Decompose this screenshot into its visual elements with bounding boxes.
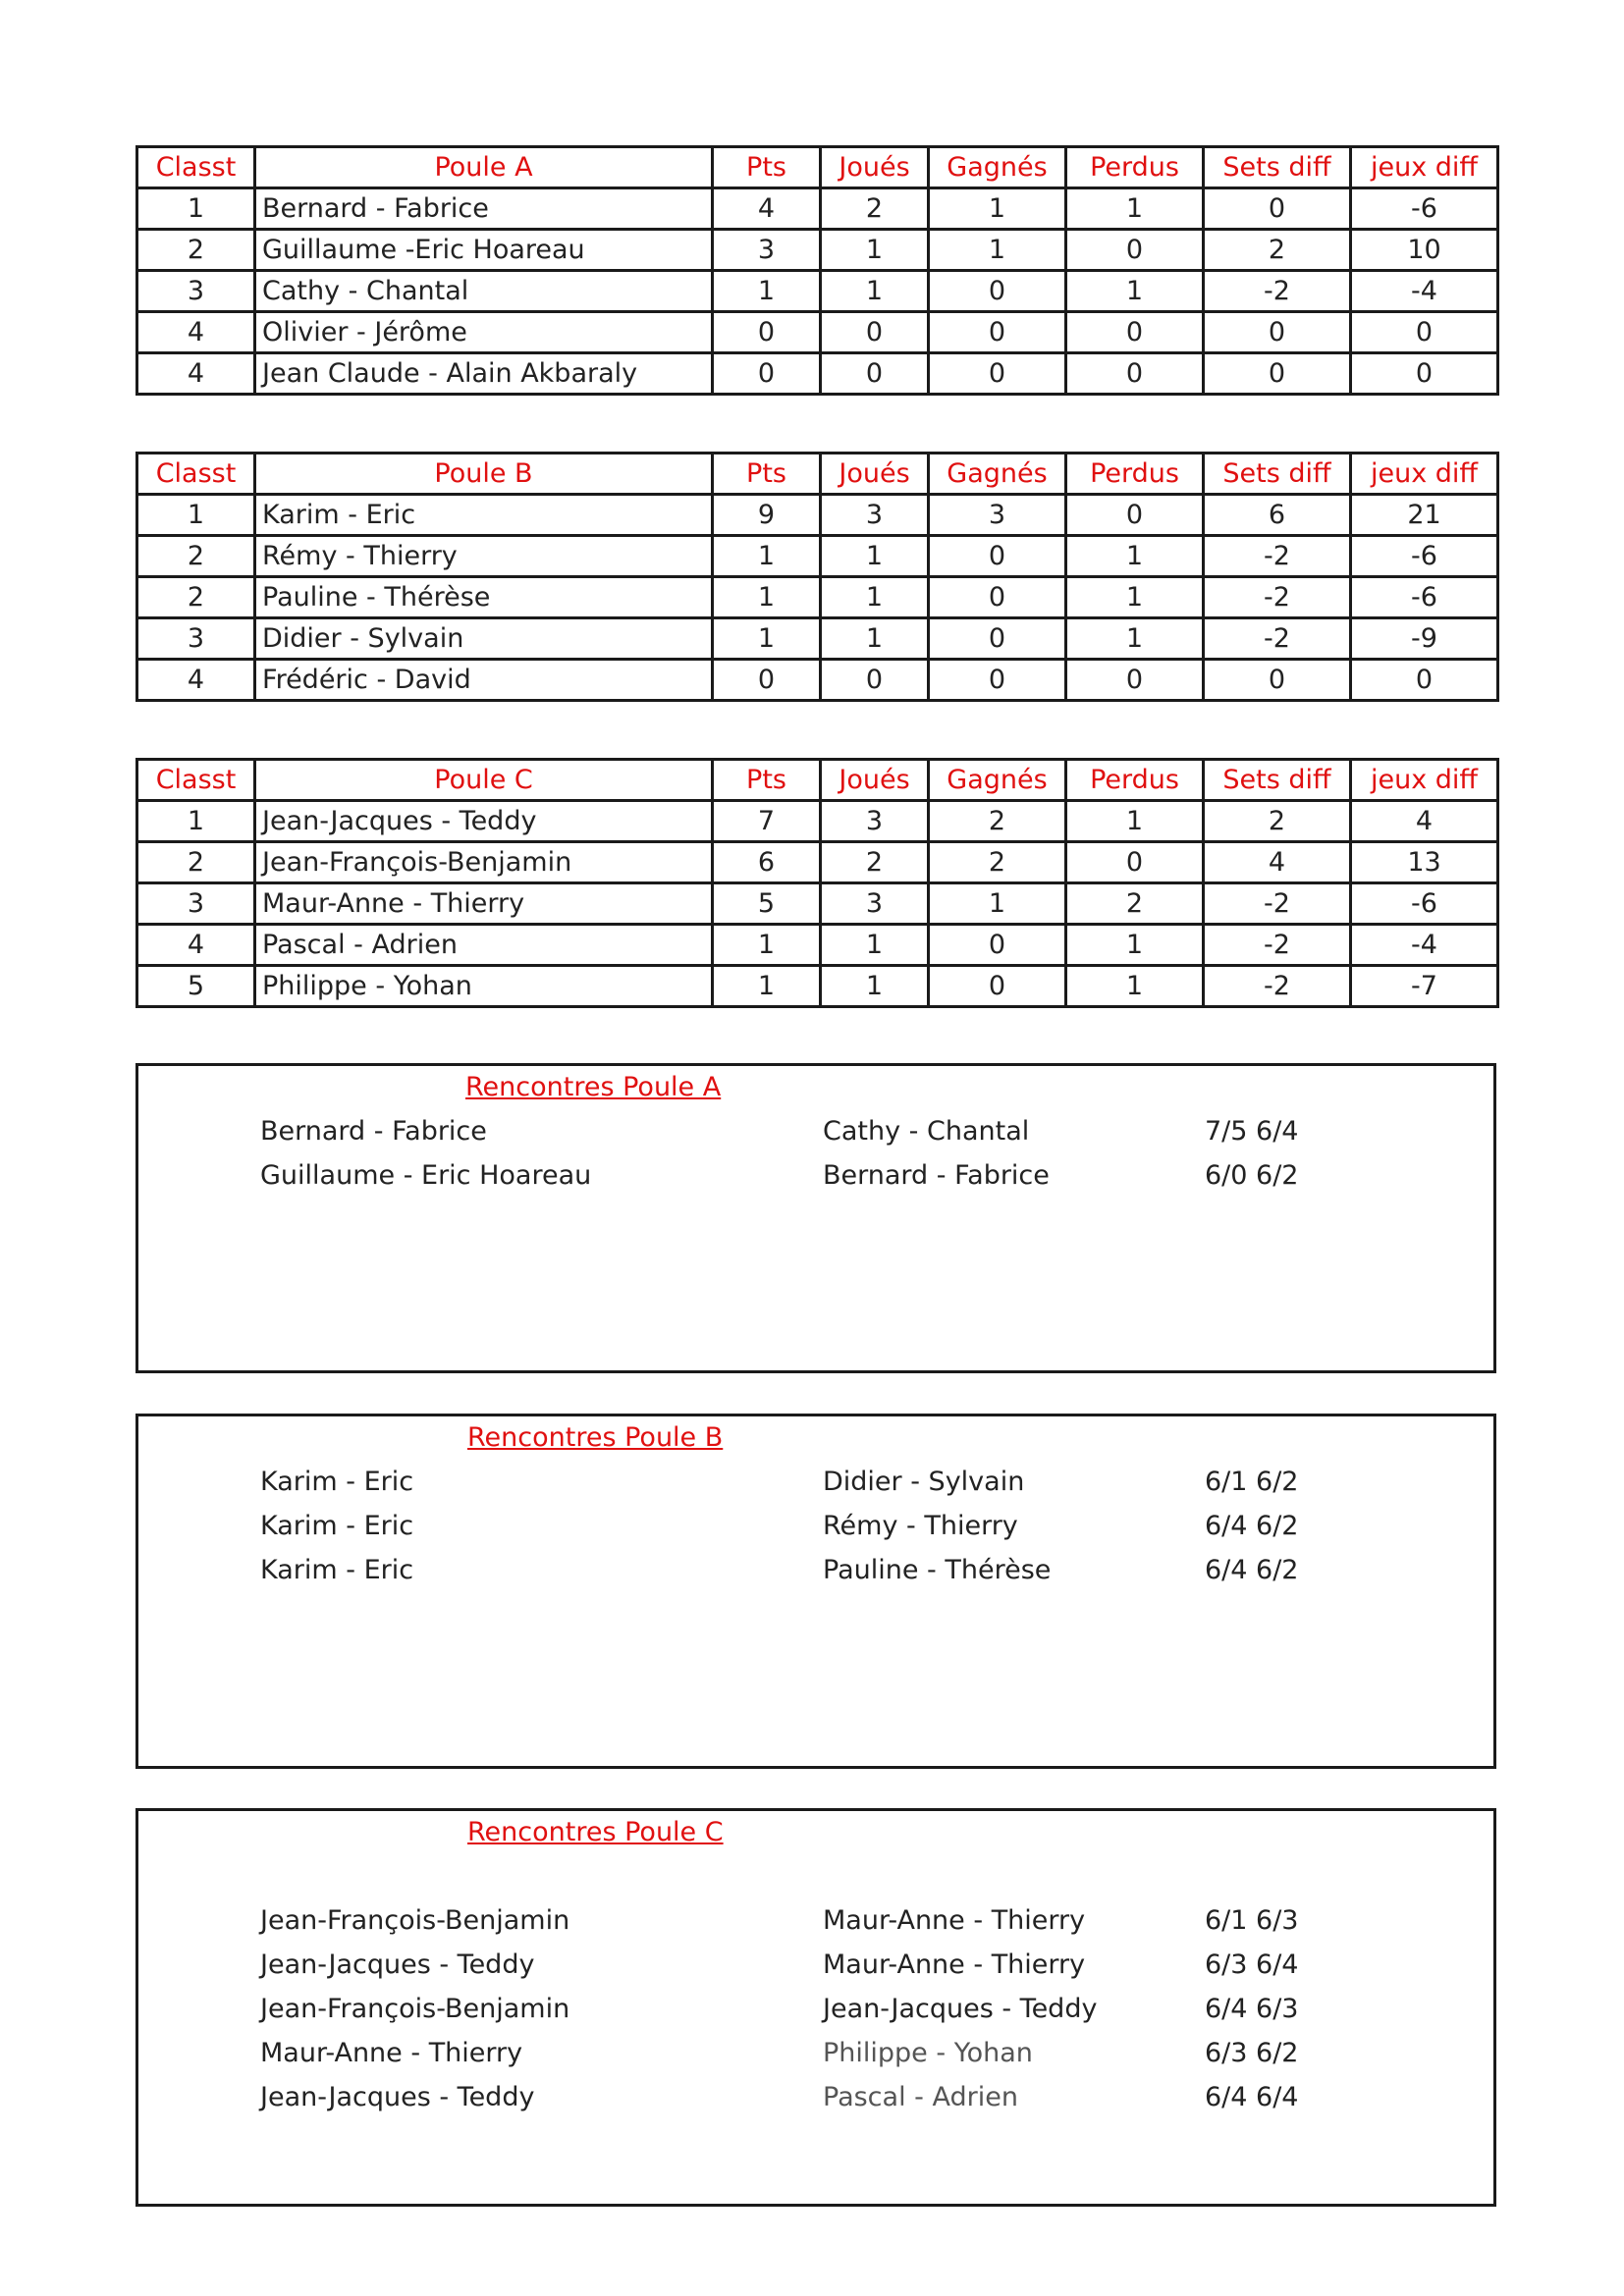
table-row: [137, 842, 1498, 883]
team-cell: Pauline - Thérèse: [255, 577, 713, 618]
header-pts: Pts: [713, 760, 821, 801]
lost-cell: 0: [1066, 353, 1204, 395]
rank-cell: 2: [137, 577, 255, 618]
games-cell: 13: [1351, 842, 1498, 883]
pts-cell: 6: [713, 842, 821, 883]
table-row: [137, 230, 1498, 271]
rank-cell: 4: [137, 353, 255, 395]
lost-cell: 0: [1066, 495, 1204, 536]
team-cell: Jean-François-Benjamin: [255, 842, 713, 883]
match-score: 6/4 6/2: [1205, 1555, 1299, 1585]
played-cell: 0: [821, 660, 929, 701]
won-cell: 3: [929, 495, 1066, 536]
match-team-2: Maur-Anne - Thierry: [823, 1949, 1086, 1980]
played-cell: 3: [821, 801, 929, 842]
games-cell: -9: [1351, 618, 1498, 660]
header-games-diff: jeux diff: [1351, 454, 1498, 495]
lost-cell: 0: [1066, 660, 1204, 701]
lost-cell: 1: [1066, 966, 1204, 1007]
header-rank: Classt: [137, 760, 255, 801]
games-cell: 4: [1351, 801, 1498, 842]
sets-cell: 0: [1204, 660, 1351, 701]
won-cell: 0: [929, 353, 1066, 395]
won-cell: 2: [929, 801, 1066, 842]
match-score: 6/4 6/4: [1205, 2082, 1299, 2112]
pts-cell: 1: [713, 536, 821, 577]
header-rank: Classt: [137, 454, 255, 495]
team-cell: Jean Claude - Alain Akbaraly: [255, 353, 713, 395]
rank-cell: 1: [137, 801, 255, 842]
lost-cell: 1: [1066, 618, 1204, 660]
table-row: [137, 495, 1498, 536]
match-score: 6/3 6/4: [1205, 1949, 1299, 1980]
match-team-2: Cathy - Chantal: [823, 1116, 1030, 1147]
lost-cell: 1: [1066, 536, 1204, 577]
pts-cell: 1: [713, 618, 821, 660]
games-cell: 10: [1351, 230, 1498, 271]
header-games-diff: jeux diff: [1351, 760, 1498, 801]
team-cell: Philippe - Yohan: [255, 966, 713, 1007]
pts-cell: 1: [713, 925, 821, 966]
rank-cell: 3: [137, 618, 255, 660]
header-row: [137, 760, 1498, 801]
pts-cell: 1: [713, 577, 821, 618]
header-lost: Perdus: [1066, 760, 1204, 801]
header-pool-title: Poule B: [255, 454, 713, 495]
table-row: [137, 536, 1498, 577]
played-cell: 3: [821, 883, 929, 925]
lost-cell: 2: [1066, 883, 1204, 925]
header-won: Gagnés: [929, 454, 1066, 495]
rank-cell: 1: [137, 188, 255, 230]
header-played: Joués: [821, 454, 929, 495]
matches-box-poule-b: [135, 1414, 1496, 1769]
table-row: [137, 618, 1498, 660]
games-cell: -6: [1351, 188, 1498, 230]
header-row: [137, 454, 1498, 495]
matches-box-poule-c: [135, 1808, 1496, 2207]
won-cell: 0: [929, 966, 1066, 1007]
sets-cell: 0: [1204, 353, 1351, 395]
match-score: 6/4 6/3: [1205, 1994, 1299, 2024]
team-cell: Didier - Sylvain: [255, 618, 713, 660]
lost-cell: 0: [1066, 842, 1204, 883]
rank-cell: 4: [137, 312, 255, 353]
header-row: [137, 147, 1498, 188]
header-pool-title: Poule C: [255, 760, 713, 801]
standings-table-poule-b: [135, 452, 1499, 702]
played-cell: 1: [821, 271, 929, 312]
rank-cell: 5: [137, 966, 255, 1007]
won-cell: 0: [929, 536, 1066, 577]
won-cell: 1: [929, 188, 1066, 230]
won-cell: 0: [929, 271, 1066, 312]
team-cell: Bernard - Fabrice: [255, 188, 713, 230]
played-cell: 1: [821, 925, 929, 966]
matches-box-poule-a: [135, 1063, 1496, 1373]
lost-cell: 0: [1066, 230, 1204, 271]
pts-cell: 5: [713, 883, 821, 925]
sets-cell: -2: [1204, 925, 1351, 966]
rank-cell: 3: [137, 883, 255, 925]
table-row: [137, 353, 1498, 395]
team-cell: Pascal - Adrien: [255, 925, 713, 966]
header-pts: Pts: [713, 147, 821, 188]
lost-cell: 1: [1066, 271, 1204, 312]
played-cell: 1: [821, 536, 929, 577]
team-cell: Guillaume -Eric Hoareau: [255, 230, 713, 271]
pts-cell: 1: [713, 966, 821, 1007]
table-row: [137, 577, 1498, 618]
played-cell: 3: [821, 495, 929, 536]
pts-cell: 7: [713, 801, 821, 842]
games-cell: 0: [1351, 312, 1498, 353]
pts-cell: 3: [713, 230, 821, 271]
lost-cell: 1: [1066, 188, 1204, 230]
pts-cell: 0: [713, 660, 821, 701]
match-team-1: Bernard - Fabrice: [260, 1116, 487, 1147]
team-cell: Maur-Anne - Thierry: [255, 883, 713, 925]
played-cell: 1: [821, 966, 929, 1007]
match-team-2: Pascal - Adrien: [823, 2082, 1018, 2112]
team-cell: Olivier - Jérôme: [255, 312, 713, 353]
matches-title: Rencontres Poule A: [465, 1072, 722, 1102]
match-team-1: Guillaume - Eric Hoareau: [260, 1160, 592, 1191]
rank-cell: 2: [137, 230, 255, 271]
lost-cell: 1: [1066, 801, 1204, 842]
match-team-1: Maur-Anne - Thierry: [260, 2038, 523, 2068]
table-row: [137, 883, 1498, 925]
sets-cell: -2: [1204, 618, 1351, 660]
match-score: 6/1 6/3: [1205, 1905, 1299, 1936]
match-team-2: Didier - Sylvain: [823, 1467, 1025, 1497]
match-team-1: Jean-Jacques - Teddy: [260, 2082, 535, 2112]
team-cell: Jean-Jacques - Teddy: [255, 801, 713, 842]
header-played: Joués: [821, 760, 929, 801]
match-team-1: Karim - Eric: [260, 1555, 414, 1585]
table-row: [137, 925, 1498, 966]
sets-cell: -2: [1204, 577, 1351, 618]
header-pts: Pts: [713, 454, 821, 495]
sets-cell: 4: [1204, 842, 1351, 883]
played-cell: 1: [821, 577, 929, 618]
header-won: Gagnés: [929, 147, 1066, 188]
header-games-diff: jeux diff: [1351, 147, 1498, 188]
header-sets-diff: Sets diff: [1204, 147, 1351, 188]
won-cell: 2: [929, 842, 1066, 883]
games-cell: -6: [1351, 536, 1498, 577]
won-cell: 1: [929, 230, 1066, 271]
games-cell: -6: [1351, 577, 1498, 618]
rank-cell: 2: [137, 842, 255, 883]
match-score: 7/5 6/4: [1205, 1116, 1299, 1147]
sets-cell: -2: [1204, 271, 1351, 312]
matches-title: Rencontres Poule C: [467, 1817, 724, 1847]
played-cell: 0: [821, 312, 929, 353]
pts-cell: 0: [713, 312, 821, 353]
match-score: 6/1 6/2: [1205, 1467, 1299, 1497]
rank-cell: 4: [137, 660, 255, 701]
header-sets-diff: Sets diff: [1204, 454, 1351, 495]
games-cell: 0: [1351, 353, 1498, 395]
match-team-1: Karim - Eric: [260, 1467, 414, 1497]
won-cell: 0: [929, 577, 1066, 618]
header-lost: Perdus: [1066, 454, 1204, 495]
match-team-2: Pauline - Thérèse: [823, 1555, 1052, 1585]
header-won: Gagnés: [929, 760, 1066, 801]
games-cell: 0: [1351, 660, 1498, 701]
games-cell: 21: [1351, 495, 1498, 536]
table-row: [137, 312, 1498, 353]
games-cell: -4: [1351, 925, 1498, 966]
pts-cell: 9: [713, 495, 821, 536]
matches-title: Rencontres Poule B: [467, 1422, 724, 1453]
lost-cell: 1: [1066, 577, 1204, 618]
header-rank: Classt: [137, 147, 255, 188]
games-cell: -6: [1351, 883, 1498, 925]
sets-cell: -2: [1204, 883, 1351, 925]
played-cell: 0: [821, 353, 929, 395]
games-cell: -4: [1351, 271, 1498, 312]
sets-cell: 2: [1204, 230, 1351, 271]
match-score: 6/4 6/2: [1205, 1511, 1299, 1541]
won-cell: 0: [929, 925, 1066, 966]
rank-cell: 3: [137, 271, 255, 312]
table-row: [137, 271, 1498, 312]
team-cell: Cathy - Chantal: [255, 271, 713, 312]
match-team-2: Bernard - Fabrice: [823, 1160, 1050, 1191]
games-cell: -7: [1351, 966, 1498, 1007]
match-score: 6/3 6/2: [1205, 2038, 1299, 2068]
match-team-1: Jean-Jacques - Teddy: [260, 1949, 535, 1980]
match-team-1: Karim - Eric: [260, 1511, 414, 1541]
standings-table-poule-c: [135, 758, 1499, 1008]
sets-cell: 0: [1204, 188, 1351, 230]
won-cell: 0: [929, 312, 1066, 353]
sets-cell: -2: [1204, 966, 1351, 1007]
match-team-1: Jean-François-Benjamin: [260, 1905, 570, 1936]
header-played: Joués: [821, 147, 929, 188]
standings-table-poule-a: [135, 145, 1499, 396]
table-row: [137, 188, 1498, 230]
pts-cell: 4: [713, 188, 821, 230]
match-team-2: Jean-Jacques - Teddy: [823, 1994, 1098, 2024]
won-cell: 1: [929, 883, 1066, 925]
rank-cell: 2: [137, 536, 255, 577]
table-row: [137, 801, 1498, 842]
header-sets-diff: Sets diff: [1204, 760, 1351, 801]
team-cell: Rémy - Thierry: [255, 536, 713, 577]
sets-cell: 0: [1204, 312, 1351, 353]
sets-cell: -2: [1204, 536, 1351, 577]
team-cell: Karim - Eric: [255, 495, 713, 536]
table-row: [137, 966, 1498, 1007]
match-score: 6/0 6/2: [1205, 1160, 1299, 1191]
rank-cell: 1: [137, 495, 255, 536]
won-cell: 0: [929, 618, 1066, 660]
pts-cell: 1: [713, 271, 821, 312]
team-cell: Frédéric - David: [255, 660, 713, 701]
match-team-2: Rémy - Thierry: [823, 1511, 1018, 1541]
lost-cell: 1: [1066, 925, 1204, 966]
played-cell: 2: [821, 188, 929, 230]
pts-cell: 0: [713, 353, 821, 395]
rank-cell: 4: [137, 925, 255, 966]
sets-cell: 6: [1204, 495, 1351, 536]
header-pool-title: Poule A: [255, 147, 713, 188]
played-cell: 2: [821, 842, 929, 883]
played-cell: 1: [821, 618, 929, 660]
lost-cell: 0: [1066, 312, 1204, 353]
table-row: [137, 660, 1498, 701]
sets-cell: 2: [1204, 801, 1351, 842]
won-cell: 0: [929, 660, 1066, 701]
match-team-1: Jean-François-Benjamin: [260, 1994, 570, 2024]
played-cell: 1: [821, 230, 929, 271]
match-team-2: Maur-Anne - Thierry: [823, 1905, 1086, 1936]
match-team-2: Philippe - Yohan: [823, 2038, 1033, 2068]
header-lost: Perdus: [1066, 147, 1204, 188]
